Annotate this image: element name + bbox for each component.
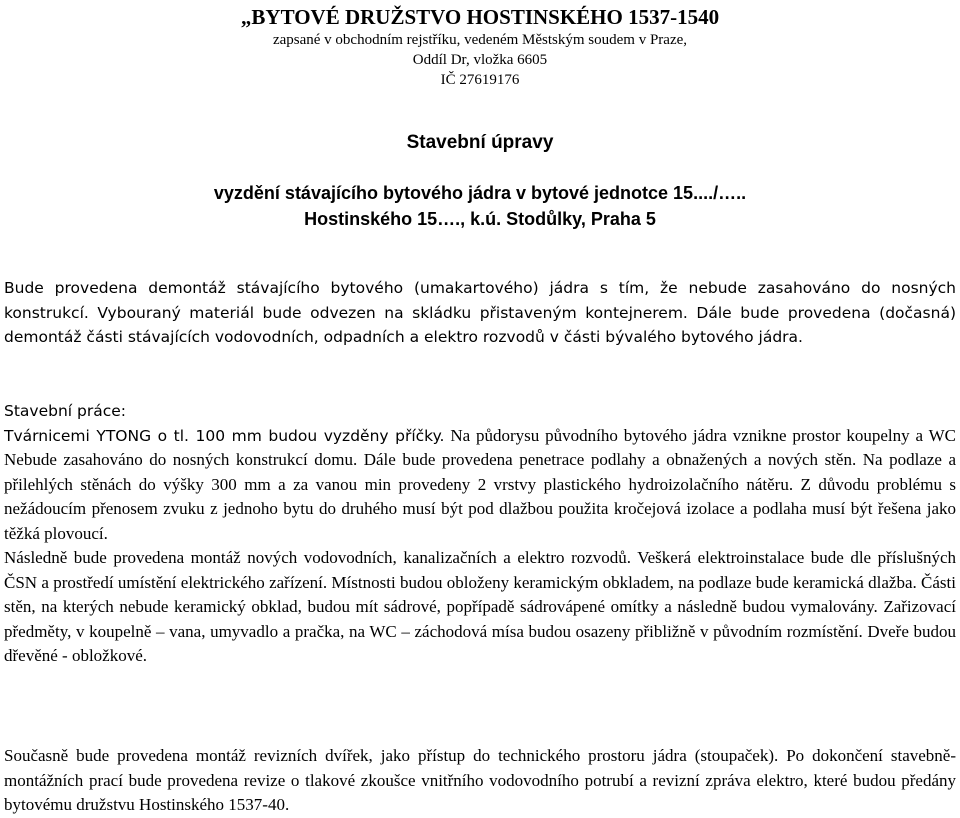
company-id: IČ 27619176 — [440, 72, 520, 88]
works-section — [4, 399, 956, 669]
document-title: Stavební úpravy — [406, 132, 554, 153]
document-header — [230, 4, 730, 90]
final-paragraph: Současně bude provedena montáž revizních dvířek, jako přístup do technického prostoru jádra (stoupaček). Po dokončení stavebně-montážních prací bude provedena revize o tlakové zkoušce vnitřního vodovodního potrubí a revizní zpráva elektro, které budou předány bytovému družstvu Hostinského 1537-40. — [4, 746, 956, 814]
document-subtitle — [0, 180, 960, 232]
organization-name: „BYTOVÉ DRUŽSTVO HOSTINSKÉHO 1537-1540 — [240, 5, 720, 29]
works-heading: Stavební práce: — [4, 402, 127, 420]
works-paragraph-1 — [4, 424, 956, 547]
works-paragraph-2: Následně bude provedena montáž nových vodovodních, kanalizačních a elektro rozvodů. Veškerá elektroinstalace bude dle příslušných ČSN a prostředí umístění elektrického zařízení. Místnosti budou obloženy keramickým obkladem, na podlaze bude keramická dlažba. Části stěn, na kterých nebude keramický obklad, budou mít sádrové, popřípadě sádrovápené omítky a následně budou vymalovány. Zařizovací předměty, v koupelně – vana, umyvadlo a pračka, na WC – záchodová mísa budou osazeny přibližně v původním rozmístění. Dveře budou dřevěné - obložkové. — [4, 548, 956, 665]
registry-section: Oddíl Dr, vložka 6605 — [412, 52, 548, 68]
works-first-sentence: Tvárnicemi YTONG o tl. 100 mm budou vyzděny příčky. — [4, 426, 445, 445]
intro-text: Bude provedena demontáž stávajícího bytového (umakartového) jádra s tím, že nebude zasahováno do nosných konstrukcí. Vybouraný materiál bude odvezen na skládku přistaveným kontejnerem. Dále bude provedena (dočasná) demontáž části stávajících vodovodních, odpadních a elektro rozvodů v části bývalého bytového jádra. — [4, 279, 956, 346]
subtitle-line-2: Hostinského 15…., k.ú. Stodůlky, Praha 5 — [304, 209, 656, 229]
intro-paragraph — [4, 276, 956, 350]
final-section — [4, 744, 956, 818]
works-paragraph-1-rest: Na půdorysu původního bytového jádra vznikne prostor koupelny a WC Nebude zasahováno do nosných konstrukcí domu. Dále bude provedena penetrace podlahy a obnažených a nových stěn. Na podlaze a přilehlých stěnách do výšky 300 mm a za vanou min provedeny 2 vrstvy plastického hydroizolačního nátěru. Z důvodu problému s nežádoucím přenosem zvuku z jednoho bytu do druhého musí být pod dlažbou použita kročejová izolace a podlaha musí být řešena jako těžká plovoucí. — [4, 425, 956, 543]
registry-note: zapsané v obchodním rejstříku, vedeném Městským soudem v Praze, — [272, 32, 688, 48]
subtitle-line-1: vyzdění stávajícího bytového jádra v bytové jednotce 15..../….. — [213, 183, 747, 203]
